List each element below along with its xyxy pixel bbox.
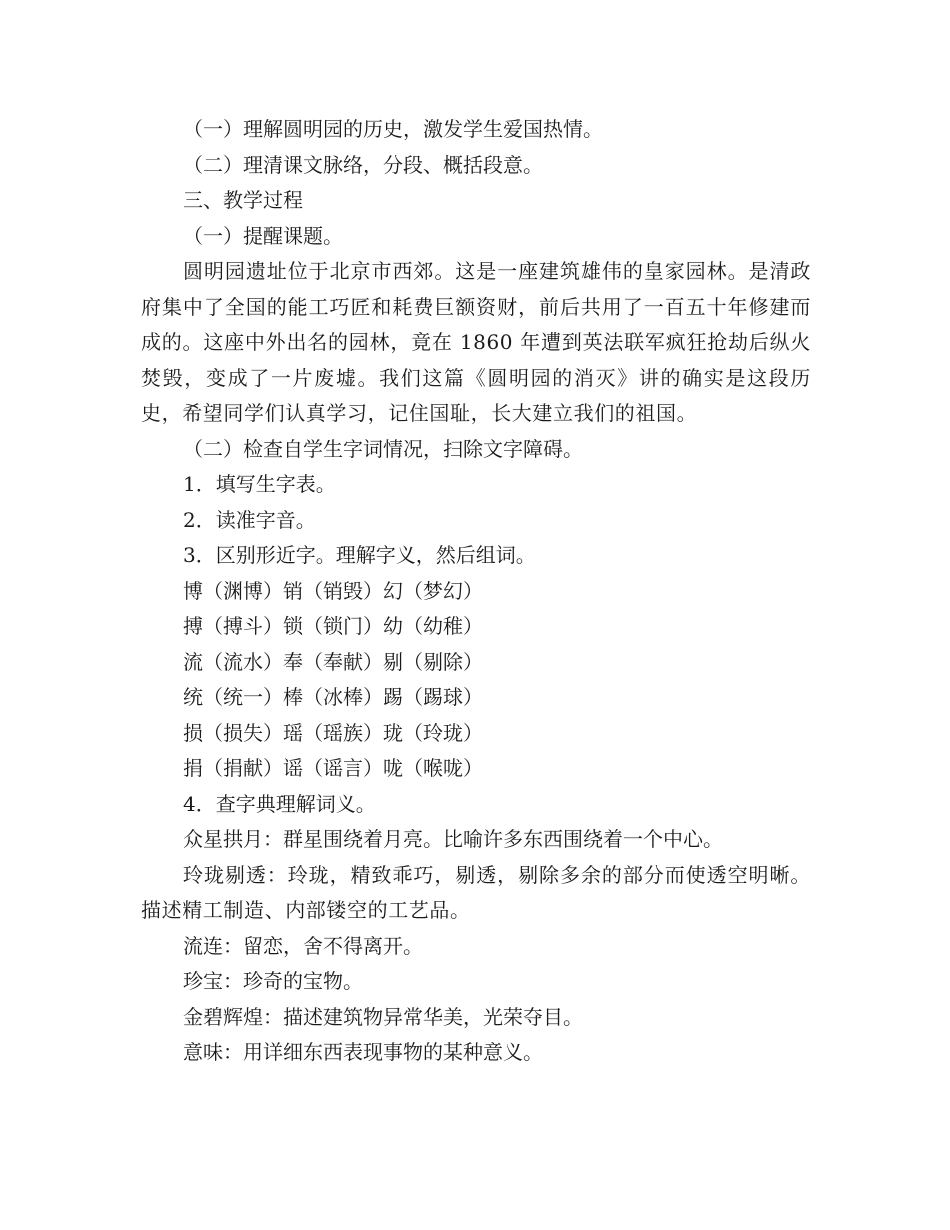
definition-item: 众星拱月：群星围绕着月亮。比喻许多东西围绕着一个中心。 — [183, 827, 723, 851]
task-item-2: 2．读准字音。 — [183, 507, 316, 532]
teaching-goal-1: （一）理解圆明园的历史，激发学生爱国热情。 — [183, 117, 603, 141]
char-group-line: 流（流水）奉（奉献）剔（剔除） — [183, 649, 483, 674]
definition-item: 玲珑剔透：玲珑，精致乖巧，剔透，剔除多余的部分而使透空明晰。描述精工制造、内部镂空的工艺品。 — [141, 862, 811, 922]
definition-item: 流连：留恋，舍不得离开。 — [183, 933, 423, 958]
task-item-3: 3．区别形近字。理解字义，然后组词。 — [183, 543, 536, 567]
task-item-1: 1．填写生字表。 — [183, 472, 336, 496]
step-heading-2: （二）检查自学生字词情况，扫除文字障碍。 — [183, 436, 583, 461]
section-heading-teaching-process: 三、教学过程 — [183, 188, 303, 212]
definition-item: 金碧辉煌：描述建筑物异常华美，光荣夺目。 — [183, 1004, 583, 1029]
definition-item: 意味：用详细东西表现事物的某种意义。 — [183, 1040, 543, 1064]
char-group-line: 捐（捐献）谣（谣言）咙（喉咙） — [183, 756, 483, 780]
task-item-4: 4．查字典理解词义。 — [183, 791, 376, 816]
step-heading-1: （一）提醒课题。 — [183, 223, 343, 248]
char-group-line: 搏（搏斗）锁（锁门）幼（幼稚） — [183, 614, 483, 638]
char-group-line: 统（统一）棒（冰棒）踢（踢球） — [183, 685, 483, 709]
char-group-line: 博（渊博）销（销毁）幻（梦幻） — [183, 578, 483, 603]
intro-paragraph: 圆明园遗址位于北京市西郊。这是一座建筑雄伟的皇家园林。是清政府集中了全国的能工巧匠和耗费巨额资财，前后共用了一百五十年修建而成的。这座中外出名的园林，竟在 1860 年遭到英法联军疯狂抢劫后纵火焚毁，变成了一片废墟。我们这篇《圆明园的消灭》讲的确实是这段历史，希望同学们认真学习，记住国耻，长大建立我们的祖国。 — [141, 259, 811, 425]
definition-item: 珍宝：珍奇的宝物。 — [183, 969, 363, 993]
document-body — [141, 112, 811, 1071]
teaching-goal-2: （二）理清课文脉络，分段、概括段意。 — [183, 152, 543, 177]
char-group-line: 损（损失）瑶（瑶族）珑（玲珑） — [183, 720, 483, 745]
